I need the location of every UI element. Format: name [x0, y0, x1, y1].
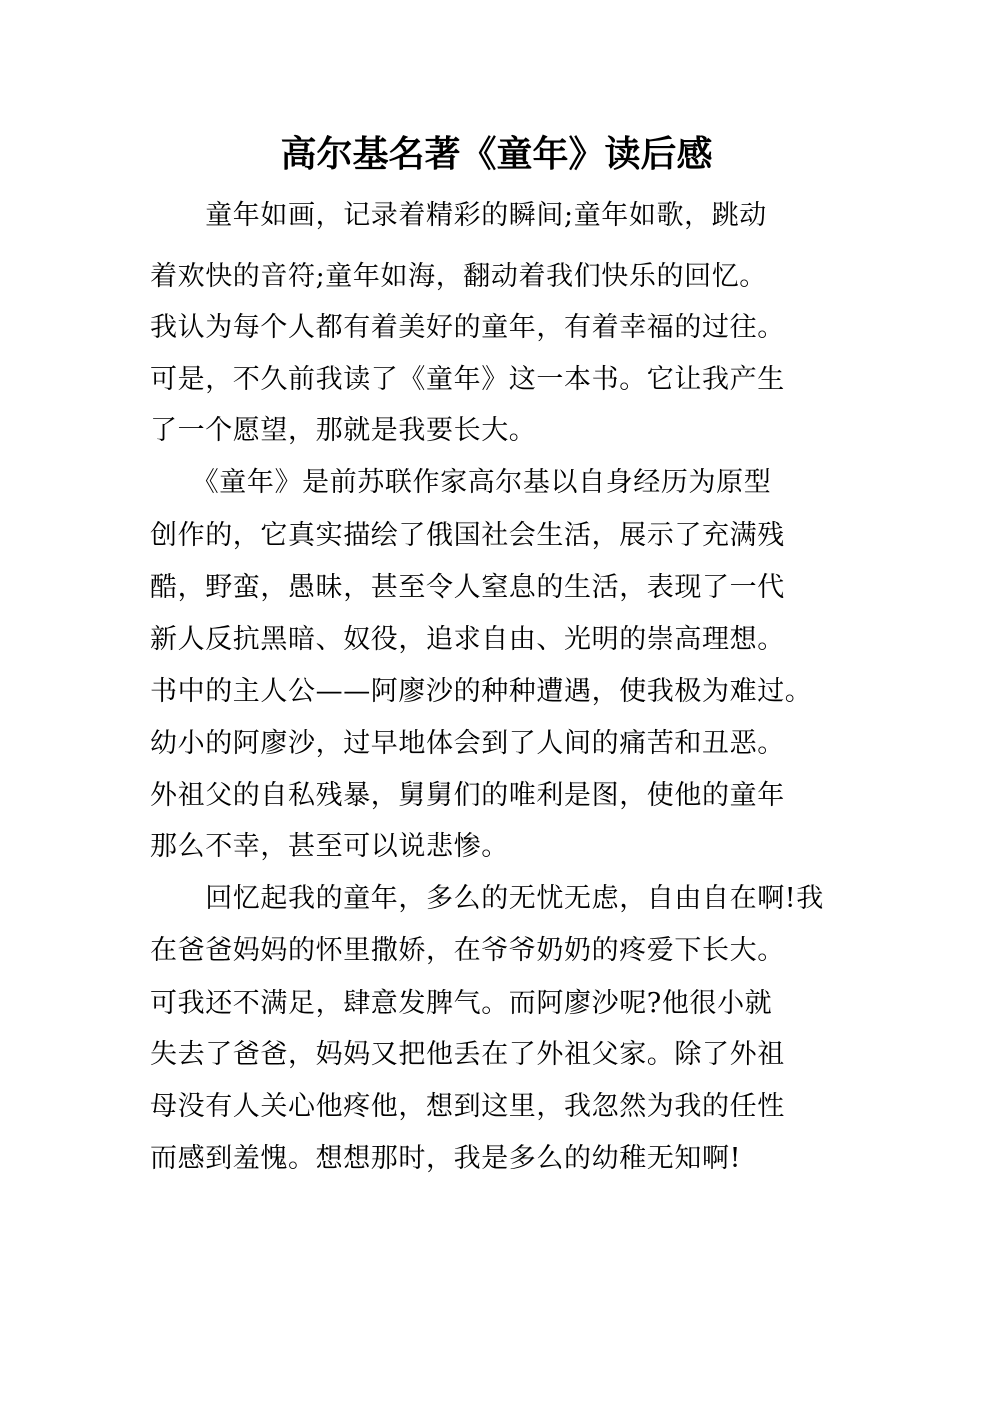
body-line: 创作的，它真实描绘了俄国社会生活，展示了充满残	[150, 520, 785, 551]
body-line: 外祖父的自私残暴，舅舅们的唯利是图，使他的童年	[150, 780, 785, 811]
body-line: 回忆起我的童年，多么的无忧无虑，自由自在啊!我	[150, 883, 824, 914]
body-line: 失去了爸爸，妈妈又把他丢在了外祖父家。除了外祖	[150, 1039, 785, 1070]
body-line: 我认为每个人都有着美好的童年，有着幸福的过往。	[150, 312, 785, 343]
body-line: 那么不幸，甚至可以说悲惨。	[150, 831, 509, 862]
body-line: 了一个愿望，那就是我要长大。	[150, 415, 537, 446]
body-line: 酷，野蛮，愚昧，甚至令人窒息的生活，表现了一代	[150, 572, 785, 603]
body-line: 童年如画，记录着精彩的瞬间;童年如歌，跳动	[150, 200, 767, 231]
body-line: 着欢快的音符;童年如海，翻动着我们快乐的回忆。	[150, 261, 767, 292]
body-line: 新人反抗黑暗、奴役，追求自由、光明的崇高理想。	[150, 624, 785, 655]
body-line: 而感到羞愧。想想那时，我是多么的幼稚无知啊!	[150, 1143, 742, 1174]
body-line: 可我还不满足，肆意发脾气。而阿廖沙呢?他很小就	[150, 988, 773, 1019]
body-line: 书中的主人公——阿廖沙的种种遭遇，使我极为难过。	[150, 676, 813, 707]
body-line: 在爸爸妈妈的怀里撒娇，在爷爷奶奶的疼爱下长大。	[150, 935, 785, 966]
body-line: 可是，不久前我读了《童年》这一本书。它让我产生	[150, 364, 785, 395]
body-line: 母没有人关心他疼他，想到这里，我忽然为我的任性	[150, 1091, 785, 1122]
body-line: 《童年》是前苏联作家高尔基以自身经历为原型	[150, 467, 772, 498]
body-line: 幼小的阿廖沙，过早地体会到了人间的痛苦和丑恶。	[150, 728, 785, 759]
document-title: 高尔基名著《童年》读后感	[280, 134, 713, 175]
